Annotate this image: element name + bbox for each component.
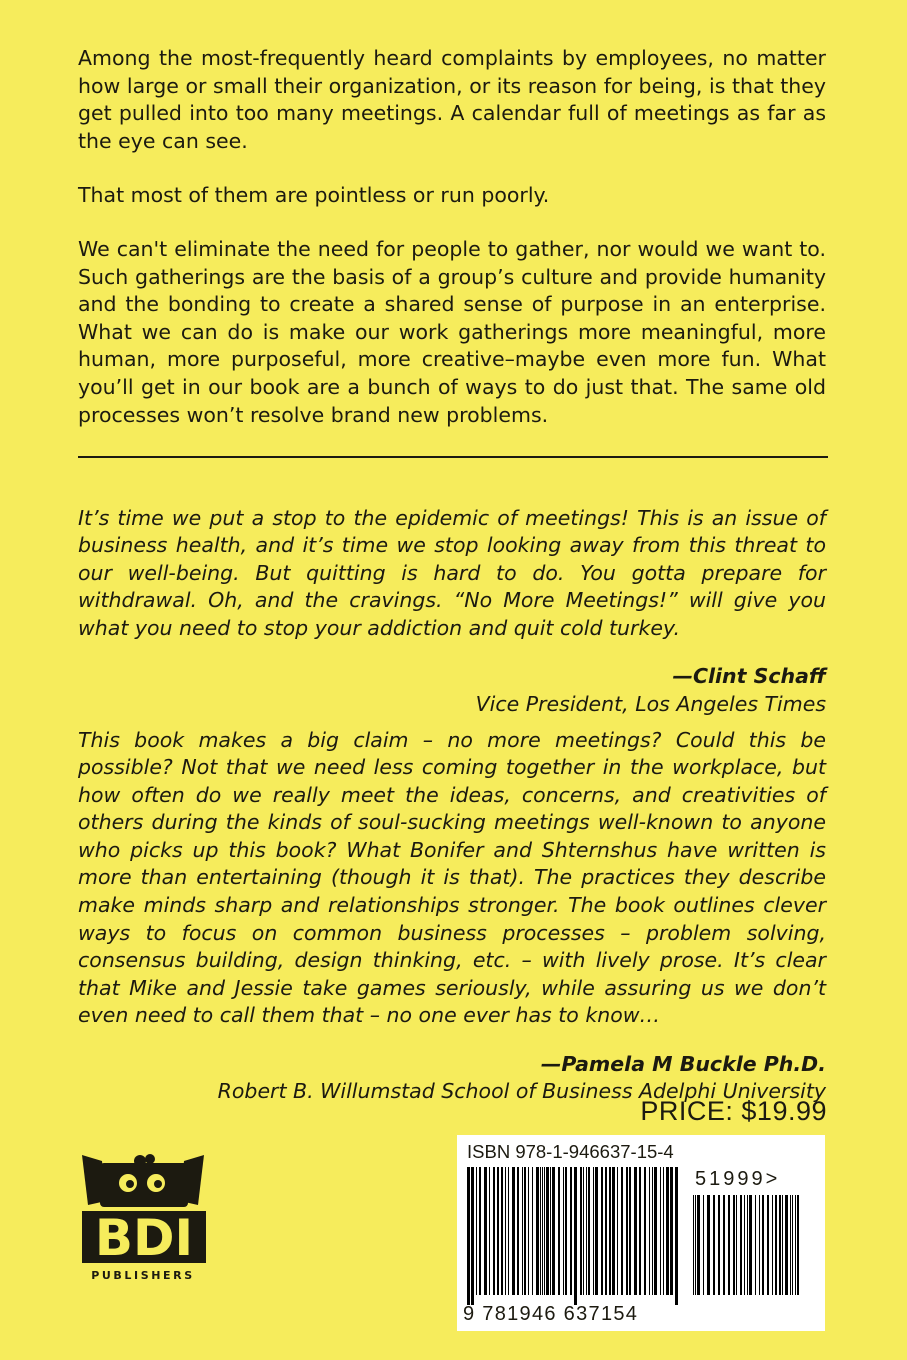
barcode-bar xyxy=(740,1195,742,1295)
ean-digits: 9 781946 637154 xyxy=(463,1303,639,1325)
barcode-bar xyxy=(744,1195,745,1295)
barcode-bar xyxy=(550,1167,551,1295)
barcode-bar xyxy=(707,1195,710,1295)
barcode-bar xyxy=(489,1167,490,1295)
barcode-bar xyxy=(629,1167,631,1295)
barcode-bar xyxy=(609,1167,611,1295)
barcode-bar xyxy=(797,1195,799,1295)
bdi-logo-icon xyxy=(78,1153,210,1269)
barcode-bar xyxy=(528,1167,529,1295)
barcode-bar xyxy=(540,1167,541,1295)
barcode-bar xyxy=(747,1195,748,1295)
barcode-bar xyxy=(588,1167,590,1295)
blurb-paragraph-2 xyxy=(78,182,826,210)
logo-wordmark: BDI xyxy=(94,1209,194,1267)
barcode-bar xyxy=(736,1195,737,1295)
endorsement-text: This book makes a big claim – no more meetings? Could this be possible? Not that we need less coming together in the workplace, but how often do we really meet the ideas, concerns, and creativities of others during the kinds of soul-sucking meetings well-known to anyone who picks up this book? What Bonifer and Shternshus have written is more than entertaining (though it is that). The practices they describe make minds sharp and relationships stronger. The book outlines clever ways to focus on common business processes – problem solving, consensus building, design thinking, etc. – with lively prose. It’s clear that Mike and Jessie take games seriously, while assuring us we don’t even need to call them that – no one ever has to know… xyxy=(78,727,826,1028)
barcode-bar xyxy=(605,1167,607,1295)
barcode-bar xyxy=(517,1167,519,1295)
barcode-bar xyxy=(542,1167,543,1295)
barcode-bar xyxy=(779,1195,781,1295)
barcode-bar xyxy=(790,1195,791,1295)
barcode-bar xyxy=(792,1195,793,1295)
blurb-paragraph-3 xyxy=(78,236,826,429)
barcode-bar xyxy=(493,1167,495,1295)
blurb-paragraph-1 xyxy=(78,45,826,155)
blurb-text-3: We can't eliminate the need for people to gather, nor would we want to. Such gatherings are the basis of a group’s culture and provide humanity and the bonding to create a shared sense of purpose in an enterprise. What we can do is make our work gatherings more meaningful, more human, more purposeful, more creative–maybe even more fun. What you’ll get in our book are a bunch of ways to do just that. The same old processes won’t resolve brand new problems. xyxy=(78,237,826,427)
barcode-bar xyxy=(762,1195,764,1295)
barcode-bar xyxy=(574,1167,577,1305)
barcode-bar xyxy=(767,1195,769,1295)
barcode-bar xyxy=(580,1167,582,1295)
barcode-bar xyxy=(772,1195,773,1295)
barcode-bar xyxy=(532,1167,533,1295)
barcode-bar xyxy=(723,1195,725,1295)
barcode-bar xyxy=(755,1195,756,1295)
barcode-bar xyxy=(617,1167,618,1295)
barcode-bar xyxy=(501,1167,503,1295)
barcode-bar xyxy=(508,1167,509,1295)
barcode-bar xyxy=(660,1167,661,1295)
barcode-bar xyxy=(775,1195,777,1295)
endorsement-text: It’s time we put a stop to the epidemic of meetings! This is an issue of business health, and it’s time we stop looking away from this threat to our well-being. But quitting is hard to do. You gotta prepare for withdrawal. Oh, and the cravings. “No More Meetings!” will give you what you need to stop your addiction and quit cold turkey. xyxy=(78,505,826,640)
barcode-bar xyxy=(544,1167,545,1295)
barcode-bar xyxy=(512,1167,515,1295)
barcode-bar xyxy=(639,1167,641,1295)
barcode-bar xyxy=(759,1195,760,1295)
barcode-bar xyxy=(670,1167,673,1295)
barcode-bar xyxy=(782,1195,783,1295)
addon-barcode-icon xyxy=(693,1195,813,1305)
barcode-bar xyxy=(621,1167,623,1295)
barcode-bar xyxy=(505,1167,506,1295)
endorser-title: Robert B. Willumstad School of Business Adelphi University xyxy=(217,1079,826,1104)
barcode-bar xyxy=(583,1167,584,1295)
barcode-bar xyxy=(552,1167,555,1295)
ean-barcode-icon xyxy=(467,1167,681,1305)
publisher-logo xyxy=(78,1153,210,1313)
barcode-bar xyxy=(703,1195,704,1295)
barcode-bar xyxy=(570,1167,572,1295)
barcode-bar xyxy=(728,1195,730,1295)
barcode-bar xyxy=(654,1167,657,1295)
barcode-bar xyxy=(733,1195,735,1295)
price-addon-code: 51999> xyxy=(695,1168,781,1190)
barcode-bar xyxy=(593,1167,594,1295)
blurb-text-2: That most of them are pointless or run poorly. xyxy=(78,183,550,207)
barcode-bar xyxy=(586,1167,587,1295)
barcode-bar xyxy=(695,1195,696,1295)
endorser-title: Vice President, Los Angeles Times xyxy=(475,691,826,716)
barcode-bar xyxy=(595,1167,598,1295)
endorsement-1 xyxy=(78,484,826,739)
barcode-bar xyxy=(663,1167,664,1295)
blurb-text-1: Among the most-frequently heard complaints by employees, no matter how large or small their organization, or its reason for being, is that they get pulled into too many meetings. A calendar full of meetings as far as the eye can see. xyxy=(78,46,826,153)
barcode-bar xyxy=(471,1167,474,1305)
barcode-bar xyxy=(522,1167,523,1295)
barcode-bar xyxy=(479,1167,481,1295)
barcode-bar xyxy=(536,1167,539,1295)
barcode-bar xyxy=(524,1167,526,1295)
barcode-bar xyxy=(565,1167,567,1295)
barcode-bar xyxy=(484,1167,487,1295)
barcode-bar xyxy=(546,1167,549,1295)
barcode-bar xyxy=(749,1195,752,1295)
endorser-name: —Clint Schaff xyxy=(672,663,826,688)
endorser-name: —Pamela M Buckle Ph.D. xyxy=(540,1051,826,1076)
barcode-bar xyxy=(718,1195,720,1295)
barcode-bar xyxy=(713,1195,715,1295)
isbn-label: ISBN 978-1-946637-15-4 xyxy=(467,1141,674,1162)
barcode-bar xyxy=(697,1195,700,1295)
publisher-name: PUBLISHERS xyxy=(91,1269,195,1282)
barcode-bar xyxy=(476,1167,477,1295)
barcode-bar xyxy=(497,1167,499,1295)
barcode-bar xyxy=(649,1167,650,1295)
barcode-bar xyxy=(558,1167,560,1295)
barcode-bar xyxy=(563,1167,564,1295)
isbn-barcode xyxy=(457,1135,825,1331)
barcode-bar xyxy=(675,1167,678,1305)
barcode-bar xyxy=(693,1195,694,1295)
barcode-bar xyxy=(612,1167,615,1295)
barcode-bar xyxy=(467,1167,470,1305)
section-divider xyxy=(78,456,828,458)
barcode-bar xyxy=(601,1167,603,1295)
barcode-bar xyxy=(644,1167,646,1295)
barcode-bar xyxy=(634,1167,637,1295)
price-label: PRICE: $19.99 xyxy=(640,1096,827,1126)
barcode-bar xyxy=(795,1195,796,1295)
barcode-bar xyxy=(785,1195,788,1295)
barcode-bar xyxy=(666,1167,669,1295)
barcode-bar xyxy=(626,1167,628,1295)
endorsement-2 xyxy=(78,706,826,1126)
barcode-bar xyxy=(652,1167,653,1295)
